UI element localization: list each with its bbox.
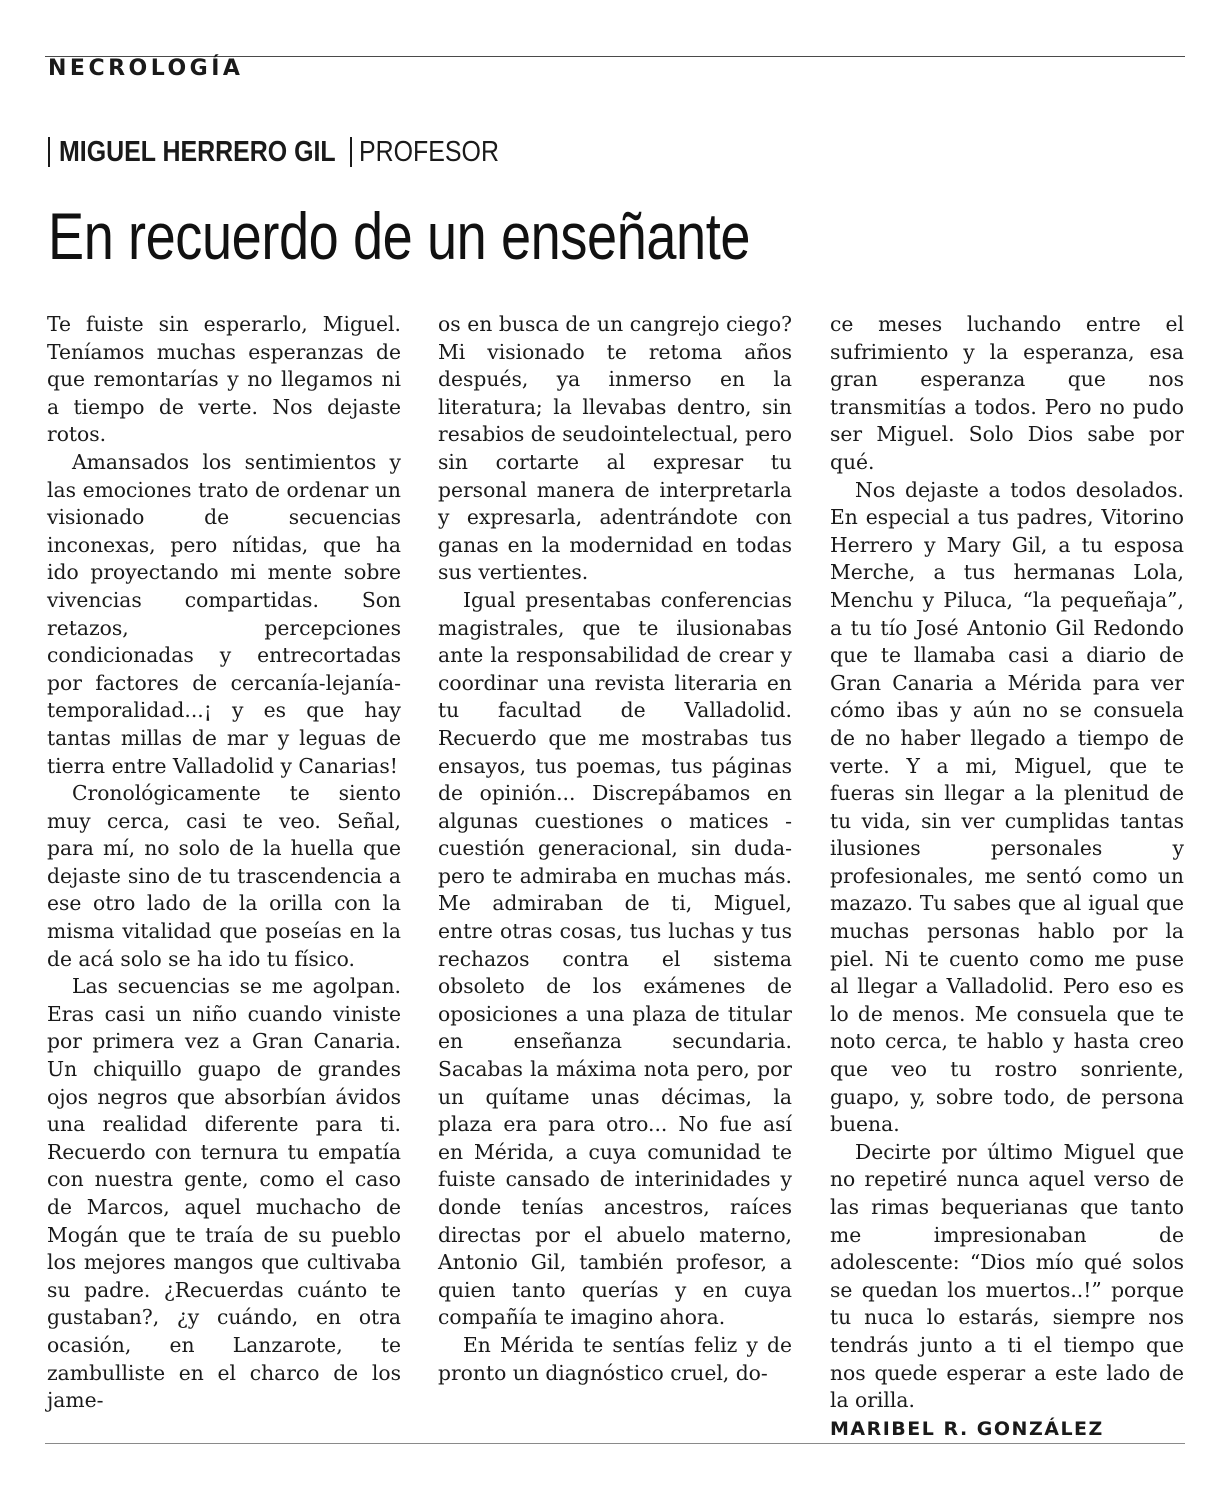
article-column-2 bbox=[438, 311, 792, 1387]
article-column-1 bbox=[47, 311, 401, 1415]
paragraph: ce meses luchando entre el sufrimiento y la esperanza, esa gran esperanza que nos transmitías a todos. Pero no pudo ser Miguel. Solo Dios sabe por qué. bbox=[830, 312, 1184, 474]
kicker-role: PROFESOR bbox=[358, 135, 499, 168]
kicker-bar-divider bbox=[350, 137, 352, 167]
paragraph: Nos dejaste a todos desolados. En especial a tus padres, Vitorino Herrero y Mary Gil, a tu esposa Merche, a tus hermanas Lola, Menchu y Piluca, “la pequeñaja”, a tu tío José Antonio Gil Redondo que te llamaba casi a diario de Gran Canaria a Mérida para ver cómo ibas y aún no se consuela de no haber llegado a tiempo de verte. Y a mi, Miguel, que te fueras sin llegar a la plenitud de tu vida, sin ver cumplidas tantas ilusiones personales y profesionales, me sentó como un mazazo. Tu sabes que al igual que muchas personas hablo por la piel. Ni te cuento como me puse al llegar a Valladolid. Pero eso es lo de menos. Me consuela que te noto cerca, te hablo y hasta creo que veo tu rostro sonriente, guapo, y, sobre todo, de persona buena. bbox=[830, 477, 1184, 1137]
paragraph: En Mérida te sentías feliz y de pronto un diagnóstico cruel, do- bbox=[438, 1332, 792, 1385]
bottom-rule bbox=[45, 1443, 1185, 1444]
paragraph: Te fuiste sin esperarlo, Miguel. Teníamos muchas esperanzas de que remontarías y no llegamos ni a tiempo de verte. Nos dejaste rotos. bbox=[47, 312, 401, 447]
paragraph: Decirte por último Miguel que no repetiré nunca aquel verso de las rimas bequerianas que tanto me impresionaban de adolescente: “Dios mío qué solos se quedan los muertos..!” porque tu nuca lo estarás, siempre nos tendrás junto a ti el tiempo que nos quede esperar a este lado de la orilla. bbox=[830, 1139, 1184, 1413]
paragraph: Las secuencias se me agolpan. Eras casi un niño cuando viniste por primera vez a Gran Canaria. Un chiquillo guapo de grandes ojos negros que absorbían ávidos una realidad diferente para ti. Recuerdo con ternura tu empatía con nuestra gente, como el caso de Marcos, aquel muchacho de Mogán que te traía de su pueblo los mejores mangos que cultivaba su padre. ¿Recuerdas cuánto te gustaban?, ¿y cuándo, en otra ocasión, en Lanzarote, te zambulliste en el charco de los jame- bbox=[47, 974, 401, 1413]
author-signature: MARIBEL R. GONZÁLEZ bbox=[830, 1417, 1104, 1440]
kicker bbox=[48, 132, 521, 172]
paragraph: os en busca de un cangrejo ciego? Mi visionado te retoma años después, ya inmerso en la literatura; la llevabas dentro, sin resabios de seudointelectual, pero sin cortarte al expresar tu personal manera de interpretarla y expresarla, adentrándote con ganas en la modernidad en todas sus vertientes. bbox=[438, 312, 792, 585]
article-column-3 bbox=[830, 311, 1184, 1443]
headline: En recuerdo de un enseñante bbox=[48, 199, 751, 273]
kicker-name: MIGUEL HERRERO GIL bbox=[59, 135, 336, 168]
paragraph: Cronológicamente te siento muy cerca, casi te veo. Señal, para mí, no solo de la huella que dejaste sino de tu trascendencia a ese otro lado de la orilla con la misma vitalidad que poseías en la de acá solo se ha ido tu físico. bbox=[47, 781, 401, 971]
paragraph: Igual presentabas conferencias magistrales, que te ilusionabas ante la responsabilidad de crear y coordinar una revista literaria en tu facultad de Valladolid. Recuerdo que me mostrabas tus ensayos, tus poemas, tus páginas de opinión... Discrepábamos en algunas cuestiones o matices - cuestión generacional, sin duda- pero te admiraba en muchas más. Me admiraban de ti, Miguel, entre otras cosas, tus luchas y tus rechazos contra el sistema obsoleto de los exámenes de oposiciones a una plaza de titular en enseñanza secundaria. Sacabas la máxima nota pero, por un quítame unas décimas, la plaza era para otro... No fue así en Mérida, a cuya comunidad te fuiste cansado de interinidades y donde tenías ancestros, raíces directas por el abuelo materno, Antonio Gil, también profesor, a quien tanto querías y en cuya compañía te imagino ahora. bbox=[438, 587, 792, 1330]
paragraph: Amansados los sentimientos y las emociones trato de ordenar un visionado de secuencias inconexas, pero nítidas, que ha ido proyectando mi mente sobre vivencias compartidas. Son retazos, percepciones condicionadas y entrecortadas por factores de cercanía-lejanía-temporalidad...¡ y es que hay tantas millas de mar y leguas de tierra entre Valladolid y Canarias! bbox=[47, 449, 401, 778]
kicker-bar-left bbox=[48, 137, 50, 167]
section-label: NECROLOGÍA bbox=[48, 56, 244, 81]
